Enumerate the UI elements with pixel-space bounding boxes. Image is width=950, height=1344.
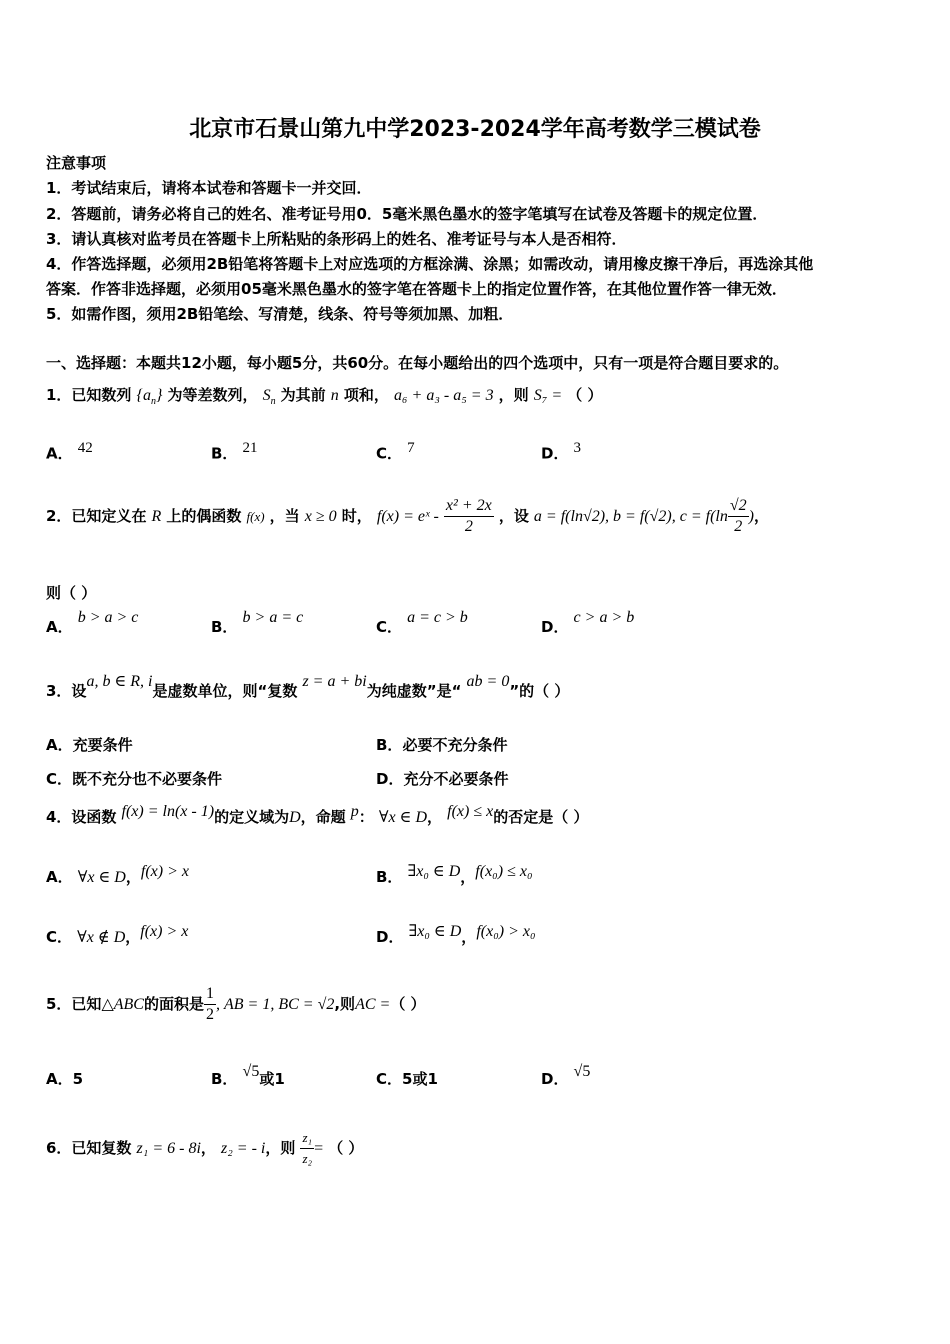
option-d[interactable]: D． $^3$ [541, 440, 582, 463]
page-title: 北京市石景山第九中学2023-2024学年高考数学三模试卷 [189, 117, 761, 142]
q2-text: 时， [341, 507, 372, 525]
q5-fraction: $\frac{1}{2}$ [205, 985, 214, 1023]
q1-math: n [330, 387, 339, 404]
q2-text: ， [753, 507, 769, 525]
notice-item: 2．答题前，请务必将自己的姓名、准考证号用0．5毫米黑色墨水的签字笔填写在试卷及答题卡的规定位置． [46, 205, 768, 223]
q3-math: a, b ∈ R, i [86, 673, 153, 690]
option-b[interactable]: B． ∃x₀ ∈ D，f(x₀) ≤ x₀ [376, 863, 533, 886]
q3-text: 3．设 [46, 682, 87, 700]
option-d[interactable]: D．充分不必要条件 [376, 770, 509, 788]
q1-text: 为其前 [280, 386, 326, 404]
q4-text: ， [427, 808, 443, 826]
q5-math: △ABC [101, 996, 144, 1013]
notice-item: 答案．作答非选择题，必须用05毫米黑色墨水的签字笔在答题卡上的指定位置作答，在其他位置作答一律无效． [46, 280, 787, 298]
q5-text: ,则 [334, 995, 356, 1013]
question-4 [46, 803, 589, 827]
q5-text: 的面积是 [143, 995, 204, 1013]
option-a[interactable]: A． $^{42}$ [46, 440, 93, 463]
q3-math: ab = 0 [466, 673, 510, 690]
q6-math: z₂ = - i [221, 1140, 266, 1157]
q2-math: f(x) = eˣ - [376, 508, 439, 525]
q4-math: ∀x ∈ D [378, 809, 428, 826]
q5-math: AC = [355, 996, 391, 1013]
q1-text: 1．已知数列 [46, 386, 132, 404]
option-c[interactable]: C． $^7$ [376, 440, 415, 463]
q6-text: ，则 [265, 1139, 296, 1157]
q1-math: $S_n$ [262, 387, 276, 408]
q1-text: ，则 [498, 386, 529, 404]
q3-math: z = a + bi [302, 673, 367, 690]
q4-text: 的定义域为 [214, 808, 290, 826]
option-a[interactable]: A．5 [46, 1070, 84, 1088]
option-c[interactable]: C． a = c > b [376, 609, 468, 636]
q4-math: f(x) = ln(x - 1) [121, 803, 215, 820]
notice-heading: 注意事项 [46, 154, 107, 172]
option-a[interactable]: A． ∀x ∈ D，f(x) > x [46, 863, 189, 886]
q1-text: （ ） [567, 386, 603, 404]
notice-item: 4．作答选择题，必须用2B铅笔将答题卡上对应选项的方框涂满、涂黑；如需改动，请用橡皮擦干净后，再选涂其他 [46, 255, 814, 273]
question-3 [46, 673, 570, 701]
q2-fraction: $\frac{\text{x² + 2x}}{2}$ [445, 497, 492, 535]
option-b[interactable]: B． √5或1 [211, 1063, 285, 1088]
q3-text: 为纯虚数”是“ [366, 682, 462, 700]
q3-text: ”的（ ） [509, 682, 570, 700]
question-6 [46, 1128, 363, 1169]
option-b[interactable]: B．必要不充分条件 [376, 736, 508, 754]
q4-math: p [350, 803, 359, 820]
q5-text: 5．已知 [46, 995, 102, 1013]
q6-math: = [314, 1140, 324, 1157]
option-c[interactable]: C． ∀x ∉ D，f(x) > x [46, 923, 189, 946]
notice-item: 1．考试结束后，请将本试卷和答题卡一并交回． [46, 179, 372, 197]
q4-text: 4．设函数 [46, 808, 117, 826]
q2-fraction: $\frac{√2}{2}$ [729, 497, 747, 535]
question-5 [46, 984, 426, 1025]
q4-text: ： [358, 808, 374, 826]
q4-text: 的否定是（ ） [493, 808, 589, 826]
q6-text: 6．已知复数 [46, 1139, 132, 1157]
option-a[interactable]: A．充要条件 [46, 736, 133, 754]
q5-text: （ ） [390, 995, 426, 1013]
notice-item: 5．如需作图，须用2B铅笔绘、写清楚，线条、符号等须加黑、加粗． [46, 305, 514, 323]
q6-math: z₁ = 6 - 8i [136, 1140, 201, 1157]
q2-then: 则（ ） [46, 584, 97, 602]
q2-math: f(x) [246, 509, 265, 524]
q3-text: 是虚数单位，则“复数 [152, 682, 298, 700]
q4-math: f(x) ≤ x [447, 803, 494, 820]
option-d[interactable]: D． ∃x₀ ∈ D，f(x₀) > x₀ [376, 923, 536, 946]
q1-math: S₇ = [533, 387, 563, 404]
q6-text: ， [200, 1139, 216, 1157]
q1-math: $\{a_n\}$ [136, 387, 163, 408]
question-1 [46, 384, 602, 407]
option-b[interactable]: B． b > a = c [211, 609, 304, 636]
option-c[interactable]: C．5或1 [376, 1070, 438, 1088]
q4-math: D [289, 809, 301, 826]
q4-text: ，命题 [300, 808, 346, 826]
q1-text: 项和， [343, 386, 389, 404]
q2-math: x ≥ 0 [304, 508, 337, 525]
q5-math: , AB = 1, BC = √2 [215, 996, 335, 1013]
q2-text: ，当 [269, 507, 300, 525]
question-2 [46, 496, 769, 537]
notice-item: 3．请认真核对监考员在答题卡上所粘贴的条形码上的姓名、准考证号与本人是否相符． [46, 230, 627, 248]
q2-math: a = f(ln√2), b = f(√2), c = f(ln [533, 508, 728, 525]
option-d[interactable]: D． √5 [541, 1063, 591, 1088]
q6-fraction: $\frac{\text{z₁}}{\text{z₂}}$ [302, 1130, 313, 1166]
option-d[interactable]: D． c > a > b [541, 609, 635, 636]
q6-text: （ ） [328, 1139, 364, 1157]
q2-text: ，设 [498, 507, 529, 525]
q2-math: R [151, 508, 162, 525]
q1-text: 为等差数列， [167, 386, 258, 404]
q2-math: ) [748, 508, 754, 525]
option-c[interactable]: C．既不充分也不必要条件 [46, 770, 223, 788]
q1-math: a₆ + a₃ - a₅ = 3 [393, 387, 494, 404]
q2-text: 2．已知定义在 [46, 507, 147, 525]
q2-text: 上的偶函数 [166, 507, 242, 525]
section-heading: 一、选择题：本题共12小题，每小题5分，共60分。在每小题给出的四个选项中，只有一项是符合题目要求的。 [46, 354, 789, 372]
option-b[interactable]: B． $^{21}$ [211, 440, 258, 463]
option-a[interactable]: A． b > a > c [46, 609, 139, 636]
